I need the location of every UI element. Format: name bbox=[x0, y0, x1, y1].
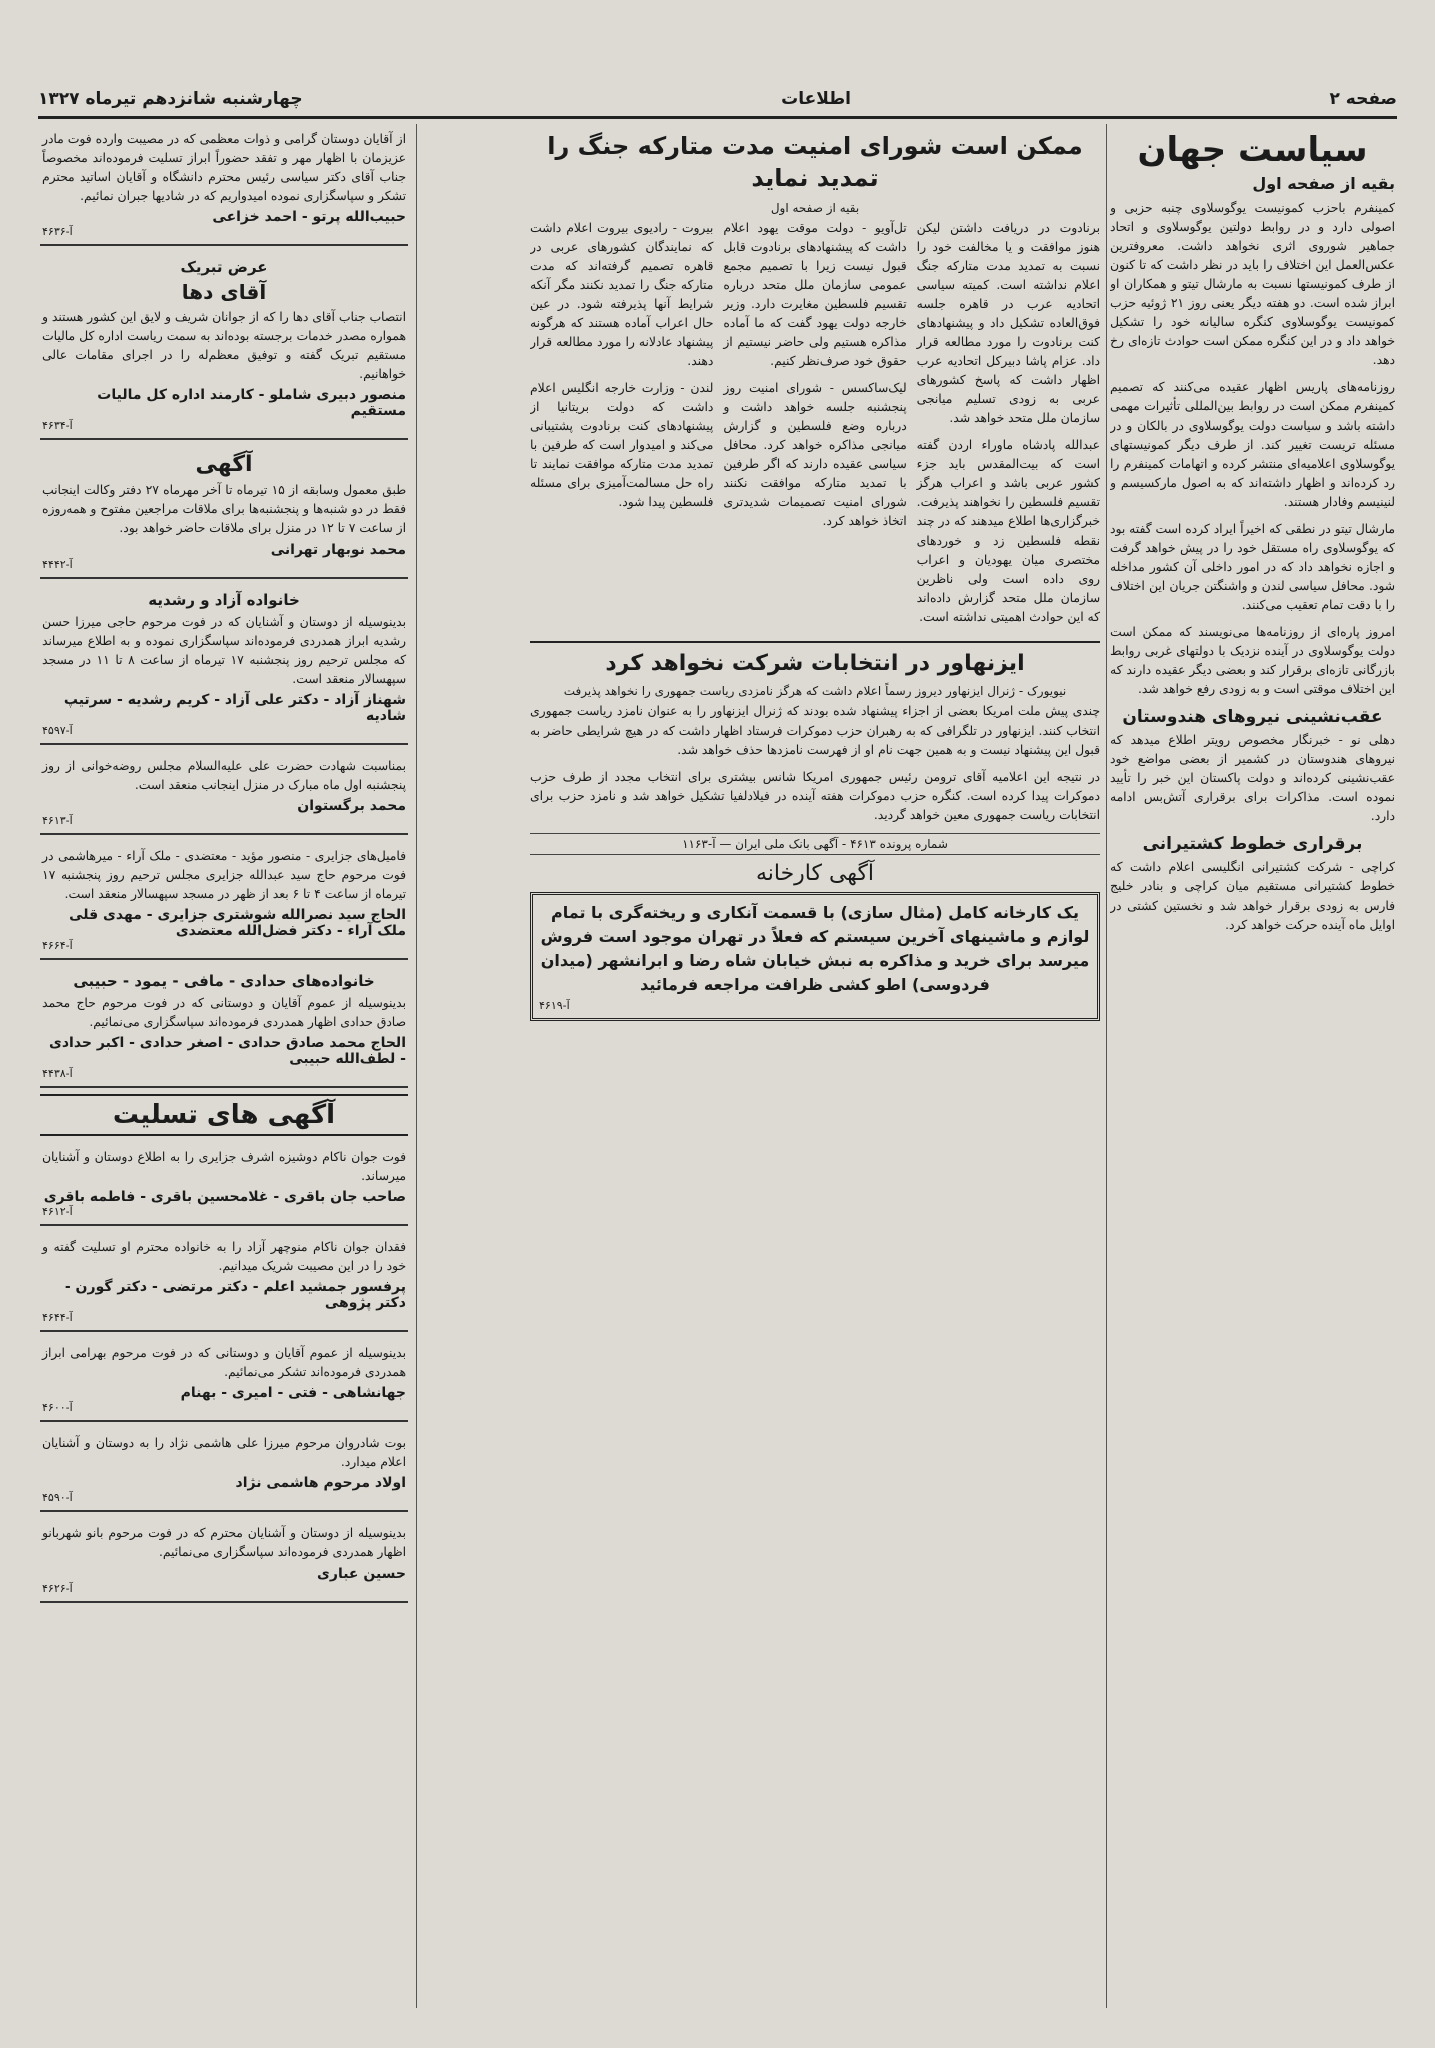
issue-date: چهارشنبه شانزدهم تیرماه ۱۳۲۷ bbox=[38, 89, 303, 109]
article-paragraph: لندن - وزارت خارجه انگلیس اعلام داشت که دولت بریتانیا از پیشنهادهای کنت برنادوت پشتیبانی می‌کند و امیدوار است که طرفین با تمدید مدت متارکه موافقت نمایند تا راه حل مسالمت‌آمیزی برای مسئله فلسطین پیدا شود. bbox=[530, 381, 714, 510]
ad-text: یک کارخانه کامل (مثال سازی) با قسمت آنکاری و ریخته‌گری با تمام لوازم و ماشینهای آخرین سیستم که فعلاً در تهران موجود است فروش میرسد برای خرید و مذاکره به نبش خیابان شاه رضا و ابرانشهر (میدان فردوسی) اطو کشی ظرافت مراجعه فرمائید bbox=[540, 902, 1090, 994]
article-paragraph: لیک‌ساکسس - شورای امنیت روز پنجشنبه جلسه خواهد داشت و درباره وضع فلسطین و گزارش میانجی مذاکره خواهد کرد. محافل سیاسی عقیده دارند که اگر طرفین با تمدید متارکه موافقت نکنند شورای امنیت تصمیمات شدیدتری اتخاذ خواهد کرد. bbox=[723, 381, 907, 529]
article-paragraph: مارشال تیتو در نطقی که اخیراً ایراد کرده است گفته بود که یوگوسلاوی راه مستقل خود را در پیش خواهد گرفت و اجازه نخواهد داد که در امور داخلی آن کشور مداخله شود. محافل سیاسی لندن و واشنگتن جریان این اختلاف را با دقت تمام تعقیب می‌کنند. bbox=[1110, 521, 1395, 612]
eisenhower-subtitle: نیویورک - ژنرال ایزنهاور دیروز رسماً اعلام داشت که هرگز نامزدی ریاست جمهوری را نخواهد پذیرفت bbox=[563, 684, 1067, 699]
condolence-banner: آگهی های تسلیت bbox=[40, 1094, 408, 1136]
column-divider bbox=[1106, 124, 1107, 2008]
column-main-news bbox=[530, 124, 1100, 2008]
column-divider bbox=[416, 124, 417, 2008]
column-notices bbox=[40, 124, 408, 2008]
notice-haddadi: خانواده‌های حدادی - مافی - یمود - حبیبی بدینوسیله از عموم آقایان و دوستانی که در فوت مرحوم حاج محمد صادق حدادی اظهار همدردی فرموده‌اند سپاسگزاری می‌نمائیم. الحاج محمد صادق حدادی - اصغر حدادی - اکبر حدادی - لطف‌الله حبیبی آ-۴۴۳۸ bbox=[40, 966, 408, 1088]
section-title: سیاست جهان bbox=[1137, 130, 1368, 170]
article-paragraph: چندی پیش ملت امریکا بعضی از اجزاء پیشنهاد شده بودند که ژنرال ایزنهاور را به عنوان نامزد ریاست جمهوری انتخاب کنند. ایزنهاور در تلگرافی که به رهبران حزب دموکرات فرستاد اظهار داشت که در هیچ شرایطی حاضر به قبول این پیشنهاد نیست و به همین جهت نام او از فهرست نامزدها حذف خواهد شد. bbox=[530, 704, 1100, 757]
ornament-title: آگهی کارخانه bbox=[755, 860, 875, 886]
news-body: دهلی نو - خبرنگار مخصوص رویتر اطلاع میدهد که نیروهای هندوستان در کشمیر از بعضی مواضع خود عقب‌نشینی کرده‌اند و دولت پاکستان این خبر را تأیید نموده است. مذاکرات برای برقراری آتش‌بس ادامه دارد. bbox=[1110, 733, 1395, 824]
main-headline: ممکن است شورای امنیت مدت متارکه جنگ را تمدید نماید bbox=[547, 132, 1083, 193]
article-paragraph: عبدالله پادشاه ماوراء اردن گفته است که بیت‌المقدس باید جزء کشور عربی باشد و اعراب هرگز تقسیم فلسطین را نخواهند پذیرفت. خبرگزاری‌ها اطلاع میدهند که در چند نقطه فلسطین زد و خوردهای مختصری میان یهودیان و اعراب روی داده است ولی ناظرین سازمان ملل متحد گزارش داده‌اند که این حوادث اهمیتی نداشته است. bbox=[916, 438, 1100, 624]
news-title: عقب‌نشینی نیروهای هندوستان bbox=[1122, 707, 1383, 728]
article-paragraph: برنادوت در دریافت داشتن لیکن هنوز موافقت و یا مخالفت خود را نسبت به تمدید مدت متارکه جنگ اعلام نداشته است. کمیته سیاسی اتحادیه عرب در قاهره جلسه فوق‌العاده تشکیل داد و پیشنهادهای کنت برنادوت را مورد مطالعه قرار داد. عزام پاشا دبیرکل اتحادیه عرب اظهار داشت که پاسخ کشورهای عربی به زودی تسلیم میانجی سازمان ملل متحد خواهد شد. bbox=[916, 220, 1100, 426]
article-paragraph: روزنامه‌های پاریس اظهار عقیده می‌کنند که تصمیم کمینفرم ممکن است در روابط بین‌المللی تأثیرات مهمی داشته باشد و سیاست دولت یوگوسلاوی در بالکان و در مسئله تریست تغییر کند. از طرف دیگر کمونیستهای یوگوسلاوی اعلامیه‌ای منتشر کرده و اتهامات کمینفرم را رد کرده‌اند و اظهار داشته‌اند که به اصول مارکسیسم و لنینیسم وفادار هستند. bbox=[1110, 380, 1395, 509]
notice-condolence: فوت جوان ناکام دوشیزه اشرف جزایری را به اطلاع دوستان و آشنایان میرساند. صاحب جان باقری - غلامحسین باقری - فاطمه باقری آ-۴۶۱۲ bbox=[40, 1142, 408, 1226]
eisenhower-headline: ایزنهاور در انتخابات شرکت نخواهد کرد bbox=[530, 641, 1100, 679]
notice-congratulation: عرض تبریک آقای دها انتصاب جناب آقای دها را که از جوانان شریف و لایق این کشور هستند و همواره مصدر خدمات برجسته بوده‌اند به سمت ریاست اداره کل مالیات مستقیم تبریک گفته و توفیق معظم‌له را در اجرای مقامات عالی خواهانیم. منصور دبیری شاملو - کارمند اداره کل مالیات مستقیم آ-۴۶۳۴ bbox=[40, 252, 408, 440]
article-paragraph: کمینفرم باحزب کمونیست یوگوسلاوی چنبه حزبی و اصولی دارد و در روابط دولتین یوگوسلاوی و اتحاد جماهیر شوروی اثری نخواهد داشت. معروفترین عکس‌العمل این اختلاف را باید در نظر داشت که تا کنون از طرف کمونیستها نسبت به مارشال تیتو و همکاران او ابراز شده است. دو هفته دیگر یعنی روز ۲۱ ژوئیه حزب کمونیست یوگوسلاوی کنگره سالیانه خود را تشکیل خواهد داد و در این کنگره ممکن است حوادث تازه‌ای رخ دهد. bbox=[1110, 201, 1395, 368]
article-columns bbox=[530, 219, 1100, 635]
article-paragraph: تل‌آویو - دولت موقت یهود اعلام داشت که پیشنهادهای برنادوت قابل قبول نیست زیرا با تصمیم مجمع عمومی سازمان ملل متحد درباره تقسیم فلسطین مغایرت دارد. وزیر خارجه دولت یهود گفت که ما آماده مذاکره هستیم ولی حاضر نیستیم از حقوق خود صرف‌نظر کنیم. bbox=[723, 220, 907, 369]
notice-strip: شماره پرونده ۴۶۱۳ - آگهی بانک ملی ایران — آ-۱۱۶۳ bbox=[530, 833, 1100, 855]
article-paragraph: امروز پاره‌ای از روزنامه‌ها می‌نویسند که ممکن است دولت یوگوسلاوی در آینده نزدیک با دولتهای غربی روابط بازرگانی تازه‌ای برقرار کند و بعضی دیگر عقیده دارند که این اختلاف موقتی است و به زودی رفع خواهد شد. bbox=[1110, 624, 1395, 697]
notice-jazayeri: فامیل‌های جزایری - منصور مؤید - معتضدی - ملک آراء - میرهاشمی در فوت مرحوم حاج سید عبدالله جزایری مجلس ترحیم روز پنجشنبه ۱۷ تیرماه از ساعت ۴ تا ۶ بعد از ظهر در مسجد سپهسالار منعقد است. الحاج سید نصرالله شوشتری جزایری - مهدی قلی ملک آراء - دکتر فضل‌الله معتضدی آ-۴۶۶۴ bbox=[40, 841, 408, 960]
notice-condolence: بوت شادروان مرحوم میرزا علی هاشمی نژاد را به دوستان و آشنایان اعلام میدارد. اولاد مرحوم هاشمی نژاد آ-۴۵۹۰ bbox=[40, 1428, 408, 1512]
notice-condolence-family: خانواده آزاد و رشدیه بدینوسیله از دوستان و آشنایان که در فوت مرحوم حاجی میرزا حسن رشدیه ابراز همدردی فرموده‌اند سپاسگزاری نموده و به اطلاع میرساند که مجلس ترحیم روز پنجشنبه ۱۷ تیرماه از ساعت ۸ تا ۱۱ در مسجد سپهسالار منعقد است. شهناز آزاد - دکتر علی آزاد - کریم رشدیه - سرتیپ شادیه آ-۴۵۹۷ bbox=[40, 585, 408, 745]
masthead bbox=[38, 82, 1397, 119]
factory-sale-ad bbox=[530, 892, 1100, 1021]
news-body: کراچی - شرکت کشتیرانی انگلیسی اعلام داشت که خطوط کشتیرانی مستقیم میان کراچی و بنادر خلیج فارس به زودی برقرار خواهد شد و نخستین کشتی در اوایل ماه آینده حرکت خواهد کرد. bbox=[1110, 860, 1395, 932]
notice-condolence: بدینوسیله از عموم آقایان و دوستانی که در فوت مرحوم بهرامی ابراز همدردی فرموده‌اند تشکر می‌نمائیم. جهانشاهی - فتی - امیری - بهنام آ-۴۶۰۰ bbox=[40, 1338, 408, 1422]
notice-code: آ-۱۱۶۳ bbox=[682, 836, 716, 851]
ad-code: آ-۴۶۱۹ bbox=[539, 998, 570, 1012]
paper-name: اطلاعات bbox=[781, 89, 851, 109]
notice-condolence: بدینوسیله از دوستان و آشنایان محترم که در فوت مرحوم بانو شهربانو اظهار همدردی فرموده‌اند سپاسگزاری می‌نمائیم. حسین عباری آ-۴۶۲۶ bbox=[40, 1518, 408, 1602]
page-number: صفحه ۲ bbox=[1329, 89, 1397, 109]
notice-thanks: از آقایان دوستان گرامی و ذوات معظمی که در مصیبت وارده فوت مادر عزیزمان با اظهار مهر و تفقد حضوراً ابراز تسلیت فرموده‌اند مخصوصاً جناب آقای دکتر سیاسی رئیس محترم دانشگاه و آقایان اساتید محترم تشکر و سپاسگزاری نموده امیدواریم که در شادیها جبران نمائیم. حبیب‌الله پرتو - احمد خزاعی آ-۴۶۳۶ bbox=[40, 124, 408, 246]
notice-text: شماره پرونده ۴۶۱۳ - آگهی بانک ملی ایران bbox=[735, 836, 948, 851]
column-world-politics bbox=[1110, 124, 1395, 2008]
notice-office-hours: آگهی طبق معمول وسابقه از ۱۵ تیرماه تا آخر مهرماه ۲۷ دفتر وکالت اینجانب فقط در دو شنبه‌ها و پنجشنبه‌ها برای ملاقات مراجعین مفتوح و همه‌روزه از ساعت ۷ تا ۱۲ در منزل برای ملاقات حاضر خواهد بود. محمد نوبهار تهرانی آ-۴۴۴۲ bbox=[40, 446, 408, 578]
headline-subtitle: بقیه از صفحه اول bbox=[770, 200, 860, 215]
article-paragraph: بیروت - رادیوی بیروت اعلام داشت که نمایندگان کشورهای عربی در قاهره تصمیم گرفته‌اند که مدت متارکه جنگ را تمدید نکنند مگر آنکه شرایط آنها پذیرفته شود. در عین حال اعراب آماده هستند که هرگونه پیشنهاد عادلانه را مورد مطالعه قرار دهند. bbox=[530, 220, 714, 369]
notice-religious: بمناسبت شهادت حضرت علی علیه‌السلام مجلس روضه‌خوانی از روز پنجشنبه اول ماه مبارک در منزل اینجانب منعقد است. محمد برگستوان آ-۴۶۱۳ bbox=[40, 751, 408, 835]
notice-condolence: فقدان جوان ناکام منوچهر آزاد را به خانواده محترم او تسلیت گفته و خود را در این مصیبت شریک میدانیم. پرفسور جمشید اعلم - دکتر مرتضی - دکتر گورن - دکتر پژوهی آ-۴۶۴۴ bbox=[40, 1232, 408, 1332]
news-title: برقراری خطوط کشتیرانی bbox=[1142, 834, 1363, 855]
article-paragraph: در نتیجه این اعلامیه آقای ترومن رئیس جمهوری امریکا شانس بیشتری برای انتخاب مجدد از طرف حزب دموکرات پیدا کرده است. کنگره حزب دموکرات هفته آینده در فیلادلفیا تشکیل خواهد شد و نامزد حزب برای انتخابات ریاست جمهوری معین خواهد گردید. bbox=[530, 769, 1100, 822]
section-subtitle: بقیه از صفحه اول bbox=[1252, 174, 1395, 193]
